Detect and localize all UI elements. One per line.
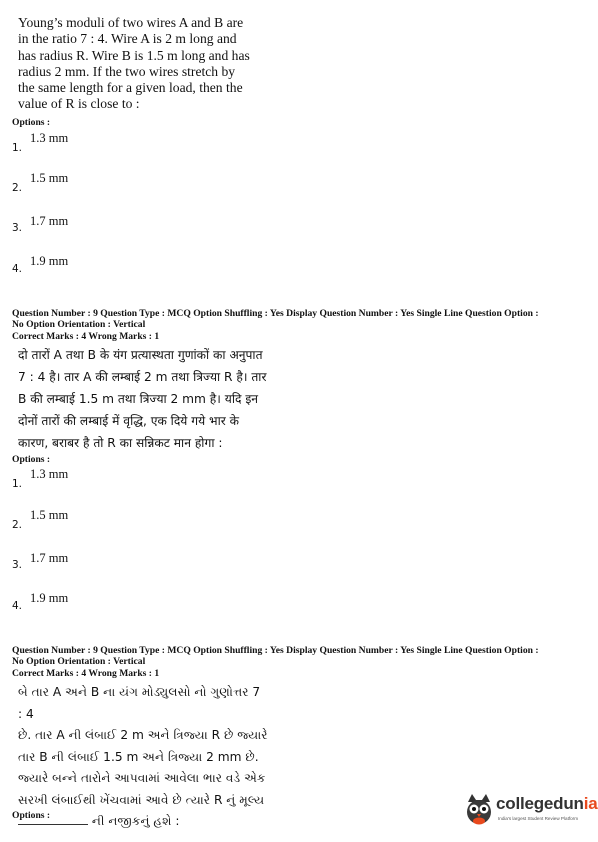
question-line: in the ratio 7 : 4. Wire A is 2 m long and [18,31,237,47]
question-line: જ્યારે બન્ને તારોને આપવામાં આવેલા ભાર વડે એક [18,771,266,785]
question-line: दोनों तारों की लम्बाई में वृद्धि, एक दिये गये भार के [18,414,240,428]
owl-mascot-icon [462,792,496,830]
question-line: radius 2 mm. If the two wires stretch by [18,63,236,79]
option-3[interactable] [12,551,212,581]
question-line: दो तारों A तथा B के यंग प्रत्यास्थता गुणांकों का अनुपात [18,348,263,362]
question-line-end: ની નજીકનું હશે : [91,814,180,828]
option-1[interactable] [12,467,212,497]
question-line: value of R is close to : [18,96,140,112]
option-1[interactable] [12,131,212,161]
option-number: 4. [12,263,23,275]
meta-line: No Option Orientation : Vertical [12,655,146,667]
question-3-text [18,682,268,833]
question-2-text [18,344,268,454]
question-line: कारण, बराबर है तो R का सन्निकट मान होगा : [18,436,223,450]
question-line: તાર B ની લંબાઈ 1.5 m અને ત્રિજ્યા 2 mm છે. [18,749,259,764]
option-value: 1.3 mm [30,467,69,481]
logo-tagline: India's largest Student Review Platform [498,816,579,821]
option-number: 2. [12,519,23,531]
option-value: 1.7 mm [30,214,69,228]
logo-wordmark: collegedunia [496,794,598,813]
question-meta [12,309,587,343]
marks-line: Correct Marks : 4 Wrong Marks : 1 [12,331,160,342]
marks-line: Correct Marks : 4 Wrong Marks : 1 [12,668,160,679]
option-2[interactable] [12,508,212,538]
question-line: Young’s moduli of two wires A and B are [18,15,244,30]
option-value: 1.3 mm [30,131,69,145]
question-1-text [18,15,268,113]
question-line: has radius R. Wire B is 1.5 m long and has [18,47,250,63]
option-number: 4. [12,600,23,612]
option-4[interactable] [12,591,212,621]
meta-line: No Option Orientation : Vertical [12,318,146,330]
option-number: 1. [12,142,23,154]
option-2[interactable] [12,171,212,201]
option-value: 1.9 mm [30,254,69,268]
option-4[interactable] [12,254,212,284]
option-value: 1.5 mm [30,171,69,185]
question-line: 7 : 4 है। तार A की लम्बाई 2 m तथा त्रिज्या R है। तार [18,370,267,384]
options-label: Options : [12,117,51,128]
question-line: B की लम्बाई 1.5 m तथा त्रिज्या 2 mm है। यदि इन [18,392,259,406]
option-3[interactable] [12,214,212,244]
option-value: 1.7 mm [30,551,69,565]
options-label: Options : [12,454,51,465]
question-meta [12,646,587,680]
question-line: બે તાર A અને B ના યંગ મોડ્યુલસો નો ગુણોત્તર 7 : 4 [18,685,261,721]
meta-line: Question Number : 9 Question Type : MCQ Option Shuffling : Yes Display Question Number : Yes Single Line Question Option : [12,308,539,319]
question-line: સરખી લંબાઈથી ખેંચવામાં આવે છે ત્યારે R નું મૂલ્ય [18,792,265,807]
option-number: 3. [12,559,23,571]
collegedunia-logo [462,792,598,832]
option-value: 1.9 mm [30,591,69,605]
option-value: 1.5 mm [30,508,69,522]
option-number: 1. [12,478,23,490]
option-number: 3. [12,222,23,234]
question-line: છે. તાર A ની લંબાઈ 2 m અને ત્રિજ્યા R છે જ્યારે [18,728,268,742]
options-label: Options : [12,810,51,821]
meta-line: Question Number : 9 Question Type : MCQ Option Shuffling : Yes Display Question Number : Yes Single Line Question Option : [12,645,539,656]
question-line [18,811,268,833]
option-number: 2. [12,182,23,194]
question-line: the same length for a given load, then the [18,80,243,96]
